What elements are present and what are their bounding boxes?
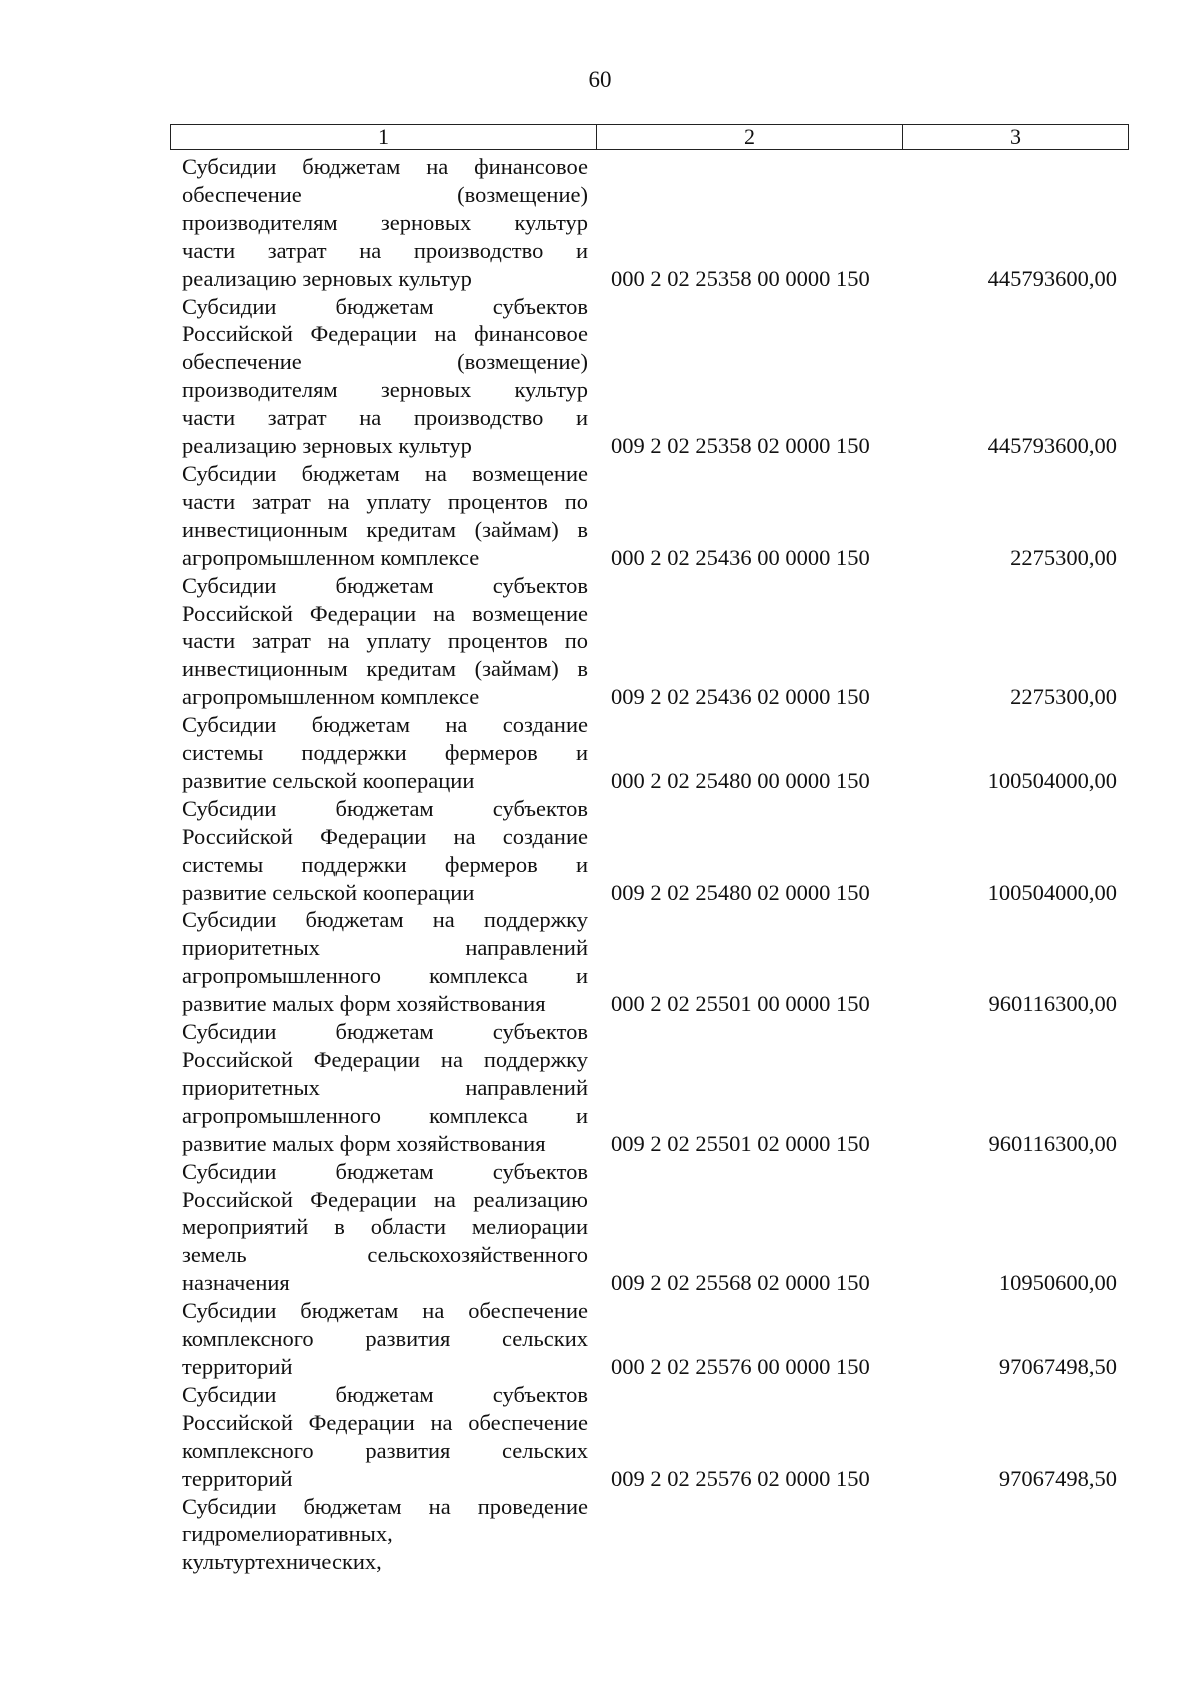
table-row	[0, 1018, 1200, 1158]
row-description	[182, 572, 588, 712]
table-row	[0, 153, 1200, 293]
description-line: Субсидии бюджетам субъектов	[182, 1019, 588, 1045]
description-line: Субсидии бюджетам субъектов	[182, 1158, 588, 1184]
description-line: части затрат на производство и	[182, 237, 588, 263]
row-code: 009 2 02 25480 02 0000 150	[611, 879, 870, 905]
row-description	[182, 293, 588, 460]
row-amount: 2275300,00	[1010, 684, 1117, 710]
description-line: агропромышленном комплексе	[182, 544, 480, 570]
description-line: Субсидии бюджетам субъектов	[182, 795, 588, 821]
description-line: мероприятий в области мелиорации	[182, 1214, 588, 1240]
description-line: обеспечение (возмещение)	[182, 181, 588, 207]
description-line: развитие малых форм хозяйствования	[182, 1130, 546, 1156]
column-header-3: 3	[903, 125, 1129, 150]
description-line: инвестиционным кредитам (займам) в	[182, 516, 588, 542]
description-line: Субсидии бюджетам на проведение	[182, 1493, 588, 1519]
table-row	[0, 1381, 1200, 1493]
row-amount: 100504000,00	[987, 767, 1117, 793]
row-amount: 97067498,50	[998, 1465, 1117, 1491]
description-line: обеспечение (возмещение)	[182, 349, 588, 375]
description-line: развитие сельской кооперации	[182, 879, 475, 905]
description-line: Субсидии бюджетам субъектов	[182, 1381, 588, 1407]
table-body	[0, 153, 1200, 1576]
description-line: земель сельскохозяйственного	[182, 1242, 588, 1268]
description-line: приоритетных направлений	[182, 1074, 588, 1100]
row-description	[182, 1381, 588, 1493]
row-code: 009 2 02 25576 02 0000 150	[611, 1465, 870, 1491]
description-line: Российской Федерации на поддержку	[182, 1047, 588, 1072]
row-description	[182, 1158, 588, 1298]
column-header-2: 2	[597, 125, 903, 150]
row-code: 009 2 02 25436 02 0000 150	[611, 684, 870, 710]
description-line: части затрат на уплату процентов по	[182, 488, 588, 514]
description-line: Субсидии бюджетам на создание	[182, 712, 588, 738]
row-description	[182, 1297, 588, 1381]
row-amount: 10950600,00	[998, 1270, 1117, 1296]
row-amount: 960116300,00	[988, 991, 1117, 1017]
row-amount: 2275300,00	[1010, 544, 1117, 570]
description-line: культуртехнических,	[182, 1549, 382, 1575]
row-description	[182, 1018, 588, 1158]
description-line: агропромышленном комплексе	[182, 684, 480, 710]
row-code: 009 2 02 25358 02 0000 150	[611, 433, 870, 459]
table-row	[0, 1493, 1200, 1577]
row-description	[182, 460, 588, 572]
description-line: комплексного развития сельских	[182, 1437, 588, 1463]
description-line: приоритетных направлений	[182, 935, 588, 961]
description-line: Российской Федерации на реализацию	[182, 1186, 588, 1212]
table-row	[0, 795, 1200, 907]
row-code: 000 2 02 25501 00 0000 150	[611, 991, 870, 1017]
description-line: Российской Федерации на финансовое	[182, 321, 588, 347]
description-line: Субсидии бюджетам на поддержку	[182, 907, 588, 933]
row-amount: 445793600,00	[987, 265, 1117, 291]
row-amount: 960116300,00	[988, 1130, 1117, 1156]
description-line: Российской Федерации на создание	[182, 823, 588, 849]
description-line: комплексного развития сельских	[182, 1326, 588, 1352]
description-line: территорий	[182, 1465, 293, 1491]
description-line: реализацию зерновых культур	[182, 265, 472, 291]
description-line: Субсидии бюджетам субъектов	[182, 572, 588, 598]
table-row	[0, 1158, 1200, 1298]
description-line: развитие малых форм хозяйствования	[182, 991, 546, 1017]
row-code: 000 2 02 25480 00 0000 150	[611, 767, 870, 793]
table-row	[0, 711, 1200, 795]
description-line: назначения	[182, 1270, 290, 1296]
description-line: гидромелиоративных,	[182, 1521, 393, 1547]
description-line: реализацию зерновых культур	[182, 433, 472, 459]
table-row	[0, 1297, 1200, 1381]
table-row	[0, 906, 1200, 1018]
row-amount: 97067498,50	[998, 1353, 1117, 1379]
row-code: 009 2 02 25501 02 0000 150	[611, 1130, 870, 1156]
description-line: Субсидии бюджетам субъектов	[182, 293, 588, 319]
row-description	[182, 153, 588, 293]
description-line: части затрат на уплату процентов по	[182, 628, 588, 654]
description-line: Субсидии бюджетам на возмещение	[182, 460, 588, 486]
table-row	[0, 293, 1200, 460]
description-line: Российской Федерации на возмещение	[182, 600, 588, 626]
description-line: развитие сельской кооперации	[182, 767, 475, 793]
page-number: 60	[588, 67, 612, 92]
row-description	[182, 795, 588, 907]
row-code: 000 2 02 25576 00 0000 150	[611, 1353, 870, 1379]
row-description	[182, 1493, 588, 1577]
column-header-1: 1	[171, 125, 597, 150]
description-line: системы поддержки фермеров и	[182, 740, 588, 766]
table-row	[0, 460, 1200, 572]
description-line: агропромышленного комплекса и	[182, 1102, 588, 1128]
row-amount: 100504000,00	[987, 879, 1117, 905]
description-line: инвестиционным кредитам (займам) в	[182, 656, 588, 682]
column-header-table	[170, 124, 1129, 150]
description-line: части затрат на производство и	[182, 405, 588, 431]
description-line: территорий	[182, 1353, 293, 1379]
description-line: агропромышленного комплекса и	[182, 963, 588, 989]
row-amount: 445793600,00	[987, 433, 1117, 459]
row-code: 000 2 02 25358 00 0000 150	[611, 265, 870, 291]
table-row	[0, 572, 1200, 712]
row-code: 009 2 02 25568 02 0000 150	[611, 1270, 870, 1296]
row-code: 000 2 02 25436 00 0000 150	[611, 544, 870, 570]
description-line: Российской Федерации на обеспечение	[182, 1409, 588, 1435]
description-line: системы поддержки фермеров и	[182, 851, 588, 877]
description-line: производителям зерновых культур	[182, 377, 588, 403]
row-description	[182, 906, 588, 1018]
column-header-row	[171, 125, 1129, 150]
row-description	[182, 711, 588, 795]
description-line: производителям зерновых культур	[182, 209, 588, 235]
description-line: Субсидии бюджетам на обеспечение	[182, 1298, 588, 1324]
description-line: Субсидии бюджетам на финансовое	[182, 154, 588, 179]
